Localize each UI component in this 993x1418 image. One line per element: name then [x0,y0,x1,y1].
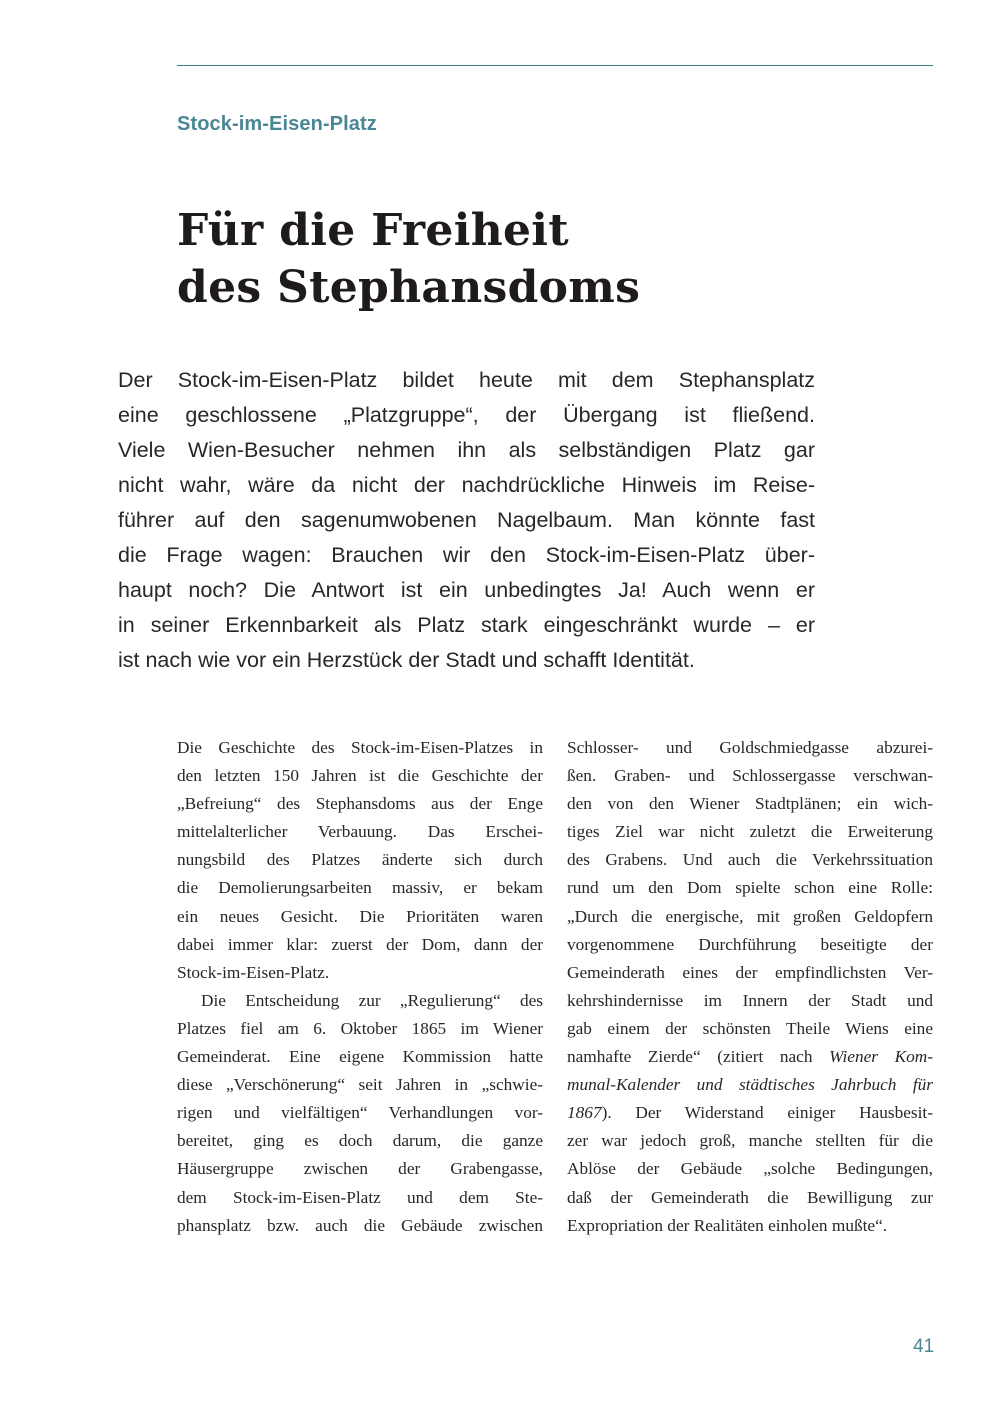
body-line: Schlosser- und Goldschmiedgasse abzurei- [567,738,933,757]
body-line-citation [567,1071,933,1099]
section-kicker: Stock-im-Eisen-Platz [177,113,377,135]
body-line: ein neues Gesicht. Die Prioritäten waren [177,906,543,926]
citation-year-italic: 1867 [567,1103,602,1123]
body-line: Ablöse der Gebäude „solche Bedingungen, [567,1159,933,1179]
body-line: vorgenommene Durchführung beseitigte der [567,934,933,954]
lead-line: Viele Wien-Besucher nehmen ihn als selbständigen Platz gar [118,438,815,462]
body-line: nungsbild des Platzes änderte sich durch [177,850,543,870]
body-line: Die Geschichte des Stock-im-Eisen-Platzes in [177,738,543,757]
lead-line: eine geschlossene „Platzgruppe“, der Übergang ist fließend. [118,403,815,427]
body-column-right [567,734,933,1240]
lead-line: führer auf den sagenumwobenen Nagelbaum. Man könnte fast [118,508,815,532]
body-line: Stock-im-Eisen-Platz. [177,962,330,982]
body-line: dabei immer klar: zuerst der Dom, dann der [177,934,543,954]
body-line: zer war jedoch groß, manche stellten für die [567,1131,933,1151]
body-line: Häusergruppe zwischen der Grabengasse, [177,1159,543,1179]
body-line: mittelalterlicher Verbauung. Das Erschei- [177,822,543,842]
body-line: die Demolierungsarbeiten massiv, er bekam [177,878,543,898]
body-line: rund um den Dom spielte schon eine Rolle: [567,878,933,898]
citation-suffix: ). Der Widerstand einiger Hausbesit- [601,1103,933,1123]
citation-title-italic: munal-Kalender und städtisches Jahrbuch für [567,1075,933,1095]
body-line: kehrshindernisse im Innern der Stadt und [567,990,933,1010]
body-line: rigen und vielfältigen“ Verhandlungen vor- [177,1103,543,1123]
citation-title-italic: Wiener Kom- [829,1047,933,1067]
body-line: „Durch die energische, mit großen Geldopfern [567,906,933,926]
body-line: des Grabens. Und auch die Verkehrssituation [567,850,933,870]
body-line: Die Entscheidung zur „Regulierung“ des [201,990,543,1010]
body-line-citation [567,1099,933,1127]
body-line-citation [567,1043,933,1071]
page-number: 41 [913,1336,935,1357]
body-column-left [177,734,543,1240]
body-line: dem Stock-im-Eisen-Platz und dem Ste- [177,1187,543,1207]
top-rule-divider [177,65,933,66]
body-line: daß der Gemeinderath die Bewilligung zur [567,1187,933,1207]
body-line: gab einem der schönsten Theile Wiens eine [567,1018,933,1038]
body-line: phansplatz bzw. auch die Gebäude zwischen [177,1215,543,1235]
body-line: den letzten 150 Jahren ist die Geschichte der [177,766,543,786]
body-line: den von den Wiener Stadtplänen; ein wich- [567,794,933,814]
body-line: diese „Verschönerung“ seit Jahren in „schwie- [177,1075,543,1095]
body-line: Expropriation der Realitäten einholen mußte“. [567,1215,888,1235]
body-line: Gemeinderat. Eine eigene Kommission hatte [177,1047,543,1067]
title-line-1: Für die Freiheit [177,205,569,256]
lead-line: nicht wahr, wäre da nicht der nachdrückliche Hinweis im Reise- [118,473,815,497]
citation-prefix: namhafte Zierde“ (zitiert nach [567,1047,830,1067]
page-title [177,202,640,316]
body-line: Gemeinderath eines der empfindlichsten Ver- [567,962,933,982]
lead-paragraph [118,363,815,678]
lead-line: Der Stock-im-Eisen-Platz bildet heute mit dem Stephansplatz [118,368,815,392]
body-line: „Befreiung“ des Stephansdoms aus der Enge [177,794,543,814]
body-line: tiges Ziel war nicht zuletzt die Erweiterung [567,822,933,842]
lead-line: haupt noch? Die Antwort ist ein unbedingtes Ja! Auch wenn er [118,578,815,602]
body-line: bereitet, ging es doch darum, die ganze [177,1131,543,1151]
body-line: Platzes fiel am 6. Oktober 1865 im Wiener [177,1018,543,1038]
lead-line: in seiner Erkennbarkeit als Platz stark eingeschränkt wurde – er [118,613,815,637]
body-line: ßen. Graben- und Schlossergasse verschwan- [567,766,933,786]
lead-line: ist nach wie vor ein Herzstück der Stadt und schafft Identität. [118,648,695,672]
title-line-2: des Stephansdoms [177,262,641,313]
lead-line: die Frage wagen: Brauchen wir den Stock-im-Eisen-Platz über- [118,543,815,567]
